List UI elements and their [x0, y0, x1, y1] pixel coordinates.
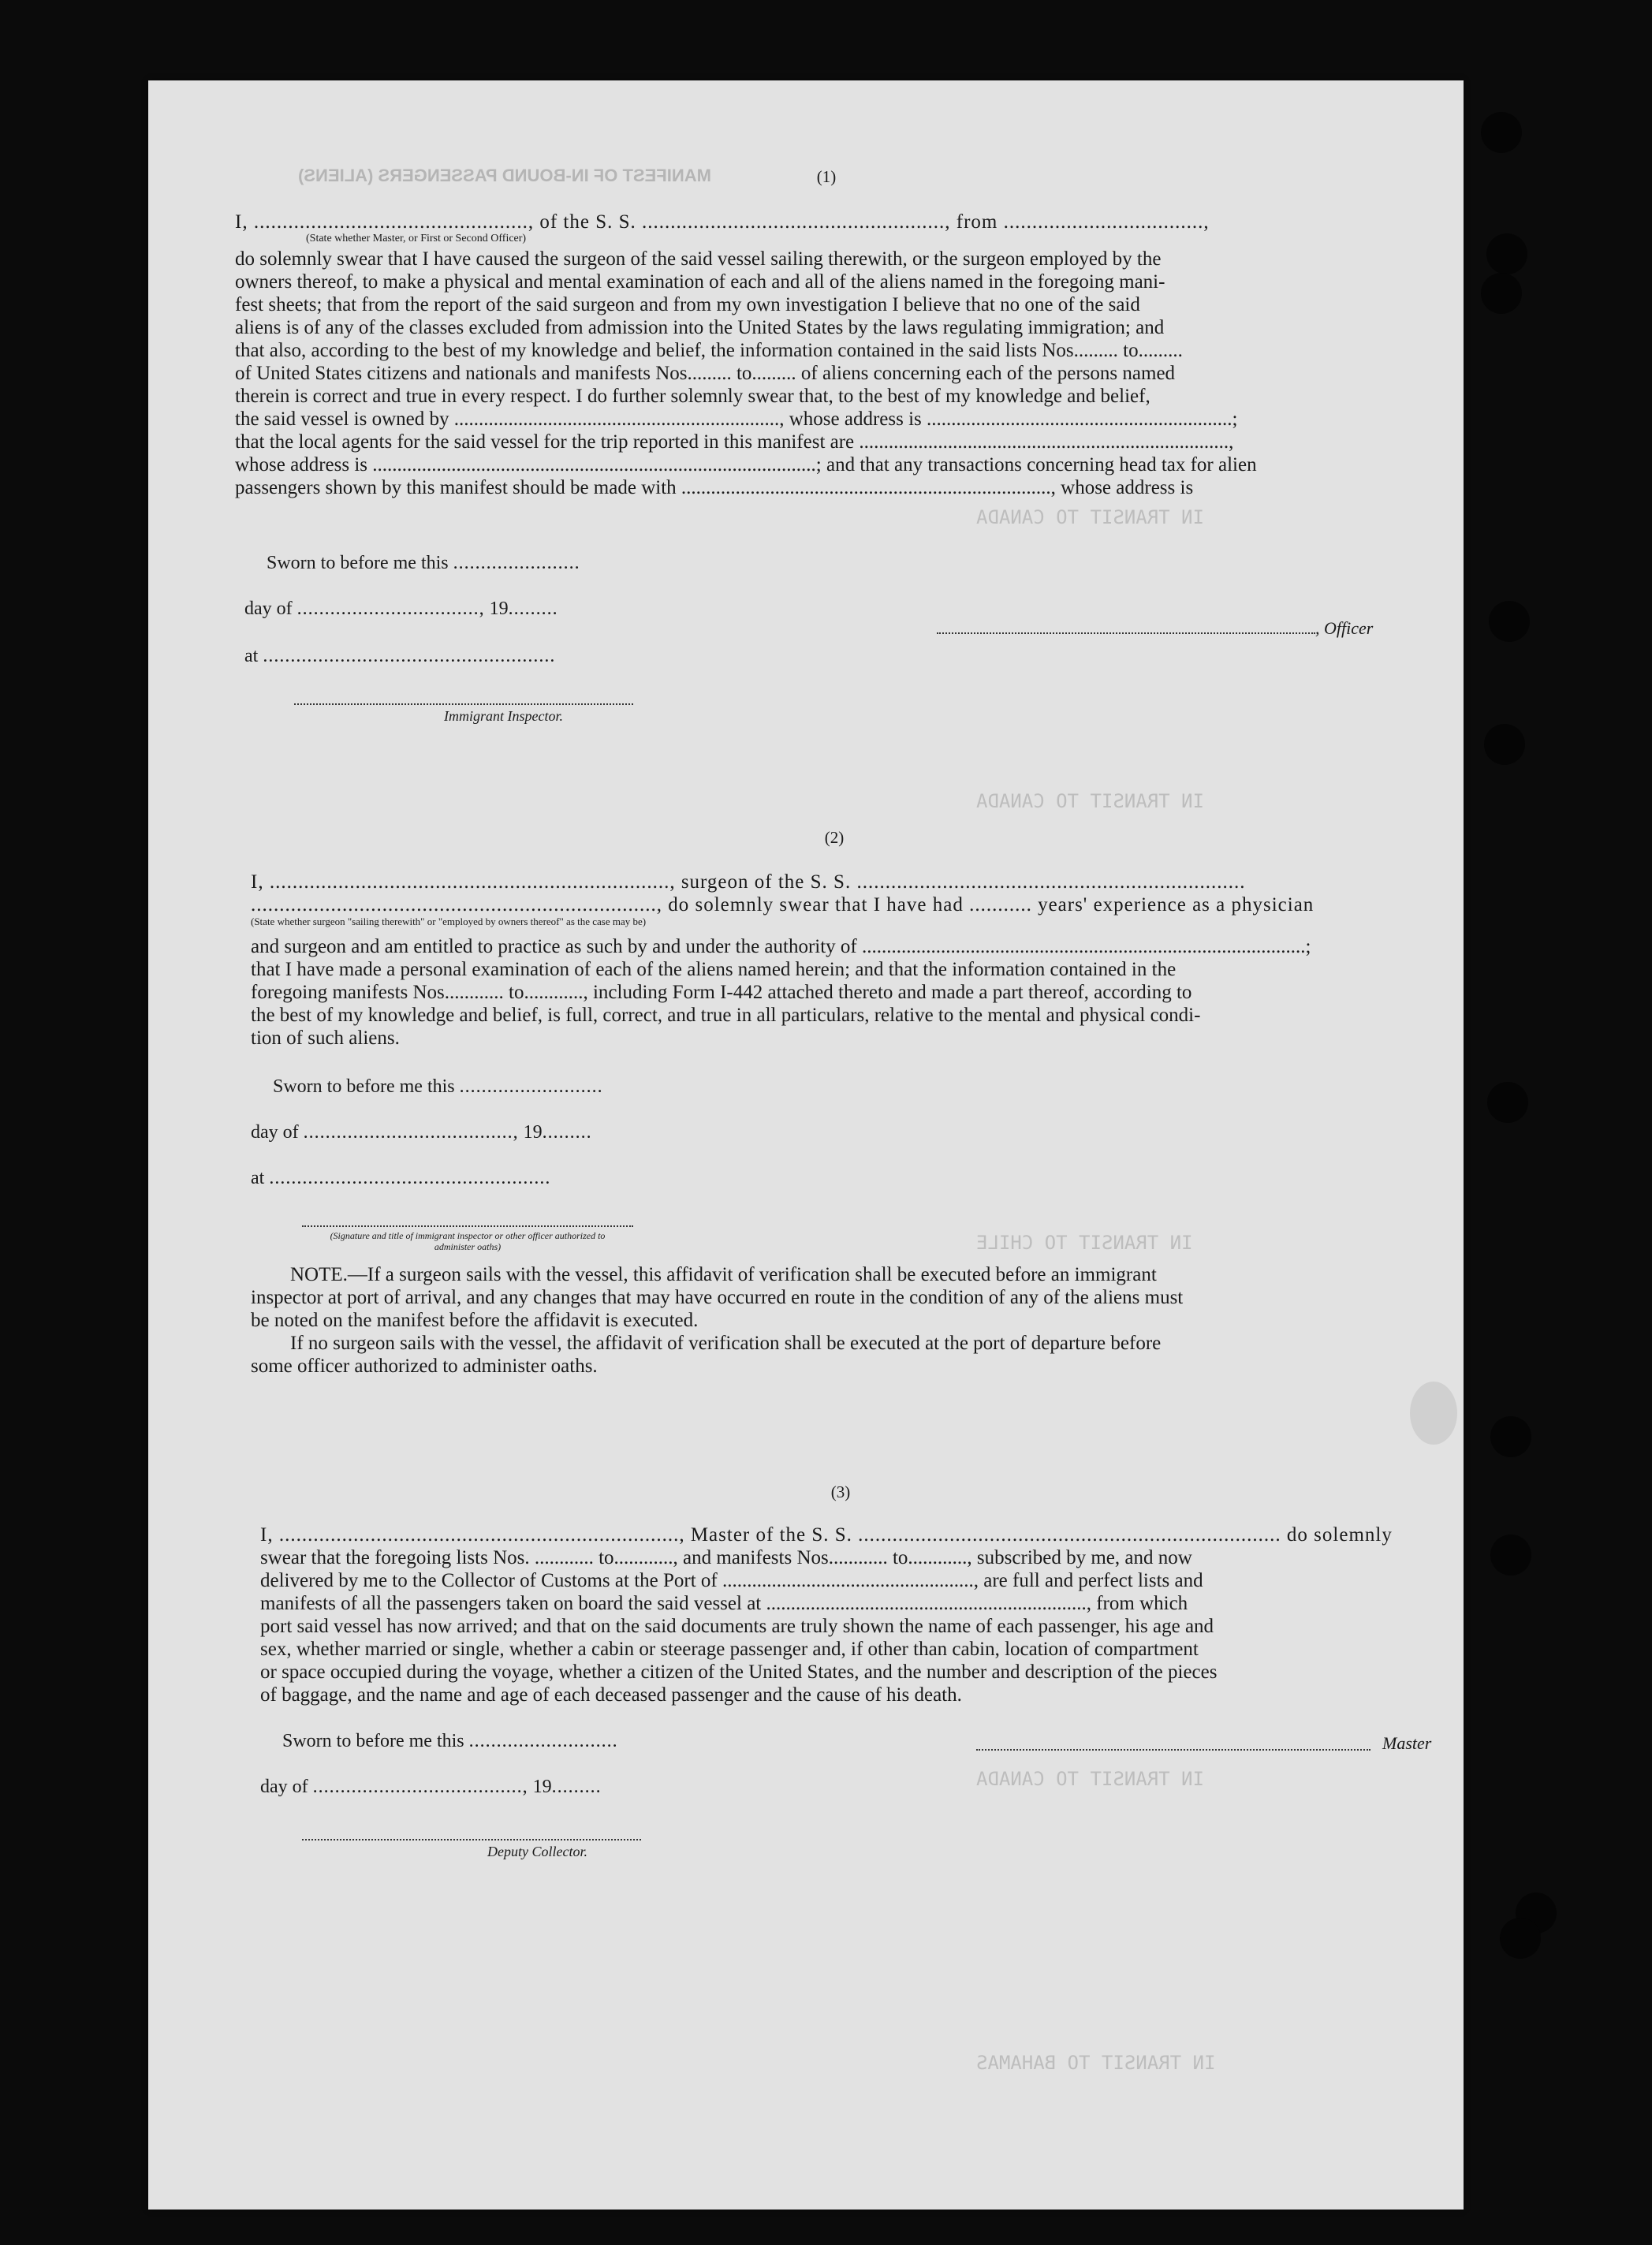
punch-hole — [1487, 1082, 1528, 1123]
year-label: 19 — [532, 1777, 552, 1797]
paragraph-line: the said vessel is owned by .................................................................., whose address is ..............................................................; — [235, 408, 1238, 430]
year-label: 19 — [523, 1122, 543, 1143]
paragraph-line: aliens is of any of the classes excluded from admission into the United States by the laws regulating immigration; and — [235, 317, 1165, 338]
punch-hole — [1481, 112, 1522, 153]
at-field: at ................................................... — [251, 1168, 551, 1188]
section-2-oath — [251, 871, 1438, 1050]
paragraph-line: port said vessel has now arrived; and that on the said documents are truly shown the name of each passenger, his age and — [260, 1616, 1214, 1637]
document-page — [148, 80, 1464, 2210]
officer-signature-line — [937, 632, 1315, 634]
punch-hole — [1490, 1535, 1531, 1576]
at-label: at — [251, 1168, 265, 1188]
note-line: be noted on the manifest before the affidavit is executed. — [251, 1310, 699, 1331]
note-text: —If a surgeon sails with the vessel, this affidavit of verification shall be executed before an immigrant — [347, 1264, 1157, 1285]
note-heading: NOTE. — [290, 1264, 348, 1285]
paragraph-line: therein is correct and true in every respect. I do further solemnly swear that, to the best of my knowledge and belief, — [235, 386, 1150, 407]
mirrored-header: MANIFEST OF IN-BOUND PASSENGERS (ALIENS) — [298, 166, 711, 185]
collector-signature-line — [302, 1839, 641, 1840]
paragraph-line: fest sheets; that from the report of the said surgeon and from my own investigation I believe that no one of the said — [235, 294, 1140, 315]
paragraph-line: that the local agents for the said vessel for the trip reported in this manifest are ..........................................................................., — [235, 431, 1234, 453]
sworn-statement: Sworn to before me this ....................... — [267, 553, 580, 573]
note-block — [251, 1263, 1438, 1378]
paragraph-line: foregoing manifests Nos............ to............, including Form I-442 attached thereto and made a part thereof, according to — [251, 982, 1192, 1003]
paragraph-line: owners thereof, to make a physical and mental examination of each and all of the aliens named in the foregoing mani- — [235, 271, 1165, 293]
section-2-line: I, ......................................................................, surgeon of the S. S. .................................................................... — [251, 871, 1246, 893]
bleed-through-text: IN TRANSIT TO CANADA — [976, 506, 1204, 528]
sworn-statement: Sworn to before me this ........................... — [282, 1731, 618, 1751]
punch-hole — [1489, 601, 1530, 642]
sworn-label: Sworn to before me this — [267, 553, 449, 573]
officer-label: , Officer — [1315, 618, 1374, 638]
bleed-through-text: IN TRANSIT TO BAHAMAS — [976, 2052, 1216, 2074]
day-of-label: day of — [260, 1777, 308, 1797]
section-2-number: (2) — [824, 828, 845, 847]
paragraph-line: and surgeon and am entitled to practice as such by and under the authority of ..........................................................................................; — [251, 936, 1311, 957]
sworn-statement: Sworn to before me this .......................... — [273, 1076, 603, 1097]
section-1-number: (1) — [816, 167, 837, 186]
punch-hole — [1490, 1416, 1531, 1457]
collector-label: Deputy Collector. — [487, 1844, 587, 1859]
paragraph-line: passengers shown by this manifest should be made with ..........................................................................., whose address is — [235, 477, 1194, 498]
master-signature-line — [976, 1749, 1370, 1751]
section-1-line: I, ................................................, of the S. S. ....................................................., from ..................................., — [235, 211, 1210, 233]
paragraph-line: that I have made a personal examination of each of the aliens named herein; and that the information contained in the — [251, 959, 1177, 980]
paragraph-line: sex, whether married or single, whether a cabin or steerage passenger and, if other than cabin, location of compartment — [260, 1639, 1199, 1660]
day-of-label: day of — [251, 1122, 299, 1143]
bleed-through-text: IN TRANSIT TO CHILE — [976, 1232, 1193, 1254]
bleed-through-text: IN TRANSIT TO CANADA — [976, 790, 1204, 812]
note-line: If no surgeon sails with the vessel, the affidavit of verification shall be executed at the port of departure before — [290, 1333, 1162, 1354]
paragraph-line: swear that the foregoing lists Nos. ............ to............, and manifests Nos............ to............, subscribed by me, and now — [260, 1547, 1192, 1568]
punch-hole — [1486, 233, 1527, 274]
paragraph-line: delivered by me to the Collector of Customs at the Port of ..................................................., are full and perfect lists and — [260, 1570, 1203, 1591]
day-of-field: day of ......................................, 19......... — [260, 1777, 602, 1797]
paper-stain — [1410, 1382, 1457, 1445]
paragraph-line: that also, according to the best of my knowledge and belief, the information contained in the said lists Nos......... to......... — [235, 340, 1183, 361]
paragraph-line: of baggage, and the name and age of each deceased passenger and the cause of his death. — [260, 1684, 962, 1706]
paragraph-line: tion of such aliens. — [251, 1027, 400, 1049]
section-1-note: (State whether Master, or First or Second Officer) — [306, 233, 527, 244]
paragraph-line: do solemnly swear that I have caused the surgeon of the said vessel sailing therewith, or the surgeon employed by the — [235, 248, 1162, 270]
punch-hole — [1481, 273, 1522, 314]
note-line: inspector at port of arrival, and any changes that may have occurred en route in the condition of any of the aliens must — [251, 1287, 1184, 1308]
section-2-note: (State whether surgeon "sailing therewith" or "employed by owners thereof" as the case may be) — [251, 916, 647, 927]
section-3-number: (3) — [830, 1482, 851, 1501]
section-3-oath — [260, 1523, 1439, 1706]
inspector-signature-line — [294, 703, 633, 705]
punch-hole — [1500, 1918, 1541, 1959]
paragraph-line: or space occupied during the voyage, whether a citizen of the United States, and the number and description of the pieces — [260, 1661, 1218, 1683]
note-line: some officer authorized to administer oaths. — [251, 1356, 598, 1377]
day-of-label: day of — [244, 599, 293, 619]
paragraph-line: I, ......................................................................, Master of the S. S. .......................................................................... do solemnly — [260, 1524, 1393, 1546]
inspector-label: Immigrant Inspector. — [444, 708, 563, 724]
punch-hole — [1484, 724, 1525, 765]
day-of-field: day of ................................., 19......... — [244, 599, 558, 619]
day-of-field: day of ......................................, 19......... — [251, 1122, 592, 1143]
paragraph-line: of United States citizens and nationals and manifests Nos......... to......... of aliens concerning each of the persons named — [235, 363, 1176, 384]
year-label: 19 — [489, 599, 509, 619]
at-label: at — [244, 646, 259, 666]
paragraph-line: the best of my knowledge and belief, is full, correct, and true in all particulars, relative to the mental and physical condi- — [251, 1005, 1201, 1026]
inspector-signature-line — [302, 1225, 633, 1227]
signature-note: (Signature and title of immigrant inspector or other officer authorized to administer oaths) — [330, 1230, 606, 1252]
paragraph-line: whose address is ..........................................................................................; and that any transactions concerning head tax for alien — [235, 454, 1257, 475]
at-field: at ..................................................... — [244, 646, 556, 666]
paragraph-line: manifests of all the passengers taken on board the said vessel at ................................................................., from which — [260, 1593, 1188, 1614]
note-line — [251, 1263, 1438, 1286]
sworn-label: Sworn to before me this — [273, 1076, 455, 1097]
section-2-line: ......................................................................., do solemnly swear that I have had ........... years' experience as a physician — [251, 894, 1315, 916]
bleed-through-text: IN TRANSIT TO CANADA — [976, 1768, 1204, 1790]
master-label: Master — [1382, 1733, 1432, 1753]
sworn-label: Sworn to before me this — [282, 1731, 464, 1751]
section-1-oath — [235, 211, 1434, 499]
